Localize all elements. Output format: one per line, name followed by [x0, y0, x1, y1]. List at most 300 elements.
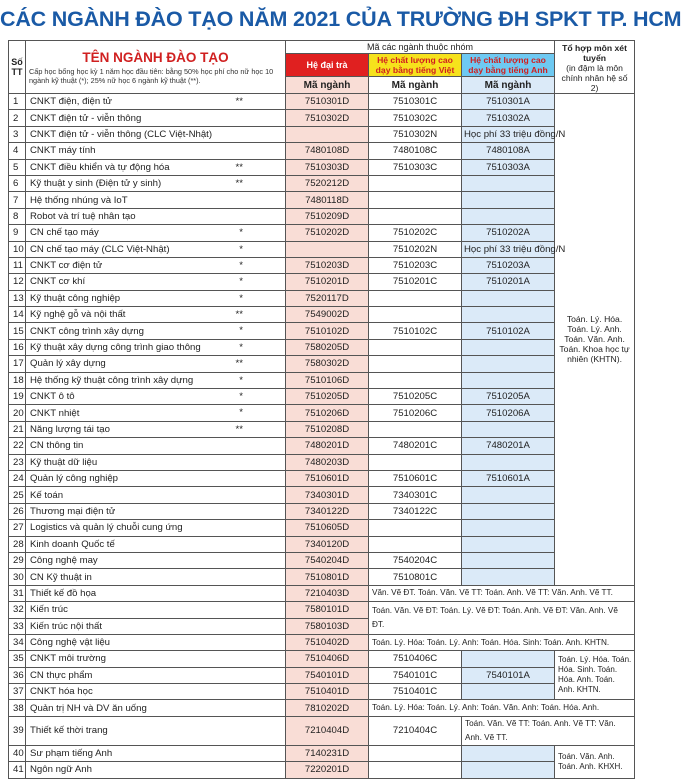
row-name	[26, 700, 286, 716]
row-code-clc-anh: 7540101A	[462, 667, 555, 683]
row-stt: 34	[9, 634, 26, 650]
row-name	[26, 503, 286, 519]
row-code-daitra: 7340120D	[286, 536, 369, 552]
row-code-daitra: 7540204D	[286, 552, 369, 568]
row-scholarship-mark: *	[239, 227, 243, 239]
row-code-clc-viet	[369, 454, 462, 470]
header-name-note: Cấp học bổng học kỳ 1 năm học đầu tiên: bằng 50% học phí cho nữ học 10 ngành kỹ thuật (*); 25% nữ học 6 ngành kỹ thuật (**).	[29, 67, 274, 85]
header-ma-nganh-v: Mã ngành	[369, 77, 462, 94]
row-stt: 12	[9, 274, 26, 290]
row-stt: 4	[9, 143, 26, 159]
row-code-clc-viet: 7510302N	[369, 126, 462, 142]
header-tohop-title: Tổ hợp môn xét tuyển	[562, 43, 627, 63]
row-code-clc-anh: 7510303A	[462, 159, 555, 175]
row-stt: 9	[9, 225, 26, 241]
table-row	[9, 421, 635, 437]
row-code-clc-anh	[462, 503, 555, 519]
row-name	[26, 241, 286, 257]
row-name	[26, 405, 286, 421]
row-name	[26, 257, 286, 273]
row-stt: 37	[9, 684, 26, 700]
table-row	[9, 684, 635, 700]
row-code-clc-anh	[462, 569, 555, 585]
row-code-clc-viet: 7510201C	[369, 274, 462, 290]
row-code-clc-viet	[369, 520, 462, 536]
row-name	[26, 634, 286, 650]
row-name-text: CNKT điện tử - viễn thông	[30, 112, 142, 124]
row-code-clc-viet: 7510601C	[369, 470, 462, 486]
row-name-text: CN thông tin	[30, 440, 84, 452]
row-code-clc-anh	[462, 536, 555, 552]
table-row	[9, 716, 635, 745]
majors-table	[8, 40, 635, 779]
header-tohop-note: (in đậm là môn chính nhân hệ số 2)	[561, 63, 628, 93]
row-code-daitra: 7480203D	[286, 454, 369, 470]
table-row	[9, 94, 635, 110]
row-code-clc-anh	[462, 684, 555, 700]
table-row	[9, 520, 635, 536]
row-combo-text: Văn. Vẽ ĐT. Toán. Văn. Vẽ TT: Toán. Anh. Vẽ TT: Văn. Anh. Vẽ TT.	[369, 585, 635, 601]
row-stt: 31	[9, 585, 26, 601]
row-code-clc-viet	[369, 745, 462, 761]
row-code-daitra: 7220201D	[286, 762, 369, 778]
row-stt: 40	[9, 745, 26, 761]
row-code-clc-viet: 7510206C	[369, 405, 462, 421]
row-scholarship-mark: *	[239, 341, 243, 353]
row-code-daitra: 7480201D	[286, 438, 369, 454]
row-stt: 15	[9, 323, 26, 339]
row-code-clc-viet	[369, 192, 462, 208]
table-row	[9, 372, 635, 388]
row-code-daitra: 7580205D	[286, 339, 369, 355]
row-name-text: CNKT ô tô	[30, 391, 75, 403]
table-row	[9, 438, 635, 454]
table-row	[9, 274, 635, 290]
row-code-clc-viet: 7510401C	[369, 684, 462, 700]
row-code-daitra: 7480118D	[286, 192, 369, 208]
row-code-clc-anh	[462, 454, 555, 470]
row-code-daitra: 7540101D	[286, 667, 369, 683]
row-code-daitra: 7580302D	[286, 356, 369, 372]
row-code-clc-viet	[369, 307, 462, 323]
row-code-clc-viet: 7510202C	[369, 225, 462, 241]
row-name	[26, 274, 286, 290]
row-code-clc-anh	[462, 290, 555, 306]
row-code-daitra: 7510605D	[286, 520, 369, 536]
row-name-text: CNKT cơ điện tử	[30, 260, 103, 272]
table-row	[9, 602, 635, 618]
row-name-text: Kiến trúc	[30, 604, 68, 616]
row-code-clc-anh: 7510203A	[462, 257, 555, 273]
row-scholarship-mark: *	[239, 259, 243, 271]
row-name-text: Quản lý xây dựng	[30, 358, 106, 370]
table-row	[9, 569, 635, 585]
row-name-text: Thiết kế đồ họa	[30, 587, 97, 599]
table-row	[9, 159, 635, 175]
row-stt: 21	[9, 421, 26, 437]
table-row	[9, 454, 635, 470]
row-stt: 28	[9, 536, 26, 552]
row-stt: 14	[9, 307, 26, 323]
table-row	[9, 487, 635, 503]
row-name	[26, 94, 286, 110]
row-scholarship-mark: *	[239, 276, 243, 288]
row-code-daitra: 7510205D	[286, 389, 369, 405]
table-row	[9, 503, 635, 519]
row-stt: 8	[9, 208, 26, 224]
row-stt: 39	[9, 716, 26, 745]
row-name	[26, 470, 286, 486]
row-combo-text: Toán. Lý. Hóa. Toán. Hóa. Sinh. Toán. Hóa. Anh. Toán. Anh. KHTN.	[555, 651, 635, 700]
row-name-text: CNKT điện tử - viễn thông (CLC Việt-Nhật)	[30, 128, 213, 140]
table-row	[9, 470, 635, 486]
row-code-clc-anh: 7510202A	[462, 225, 555, 241]
header-daitra: Hệ đại trà	[286, 54, 369, 77]
row-name	[26, 421, 286, 437]
row-code-clc-viet: 7480201C	[369, 438, 462, 454]
row-name	[26, 307, 286, 323]
row-name	[26, 175, 286, 191]
header-name	[26, 41, 286, 94]
row-stt: 38	[9, 700, 26, 716]
row-name-text: CNKT môi trường	[30, 653, 106, 665]
row-combo-text: Toán. Văn. Anh. Toán. Anh. KHXH.	[555, 745, 635, 778]
table-row	[9, 307, 635, 323]
row-name	[26, 438, 286, 454]
row-name-text: CNKT cơ khí	[30, 276, 86, 288]
row-code-clc-anh	[462, 745, 555, 761]
row-scholarship-mark: **	[235, 309, 243, 321]
table-row	[9, 700, 635, 716]
row-scholarship-mark: *	[239, 325, 243, 337]
row-code-daitra	[286, 241, 369, 257]
row-code-clc-anh	[462, 552, 555, 568]
row-stt: 10	[9, 241, 26, 257]
row-code-daitra: 7510301D	[286, 94, 369, 110]
row-code-clc-anh	[462, 520, 555, 536]
row-code-clc-anh	[462, 762, 555, 778]
row-name-text: CNKT điều khiển và tự động hóa	[30, 161, 170, 173]
row-name	[26, 667, 286, 683]
row-code-daitra: 7510302D	[286, 110, 369, 126]
row-name-text: CN chế tạo máy	[30, 227, 99, 239]
row-code-clc-viet	[369, 290, 462, 306]
row-name	[26, 159, 286, 175]
row-code-daitra: 7580103D	[286, 618, 369, 634]
row-name	[26, 192, 286, 208]
table-row	[9, 110, 635, 126]
row-code-daitra: 7510202D	[286, 225, 369, 241]
row-code-clc-anh	[462, 372, 555, 388]
table-row	[9, 290, 635, 306]
row-stt: 29	[9, 552, 26, 568]
row-code-daitra: 7210403D	[286, 585, 369, 601]
row-scholarship-mark: **	[235, 96, 243, 107]
row-code-daitra: 7510201D	[286, 274, 369, 290]
row-combo-text: Toán. Văn. Vẽ ĐT: Toán. Lý. Vẽ ĐT: Toán. Anh. Vẽ ĐT: Văn. Anh. Vẽ ĐT.	[369, 602, 635, 635]
row-stt: 27	[9, 520, 26, 536]
row-code-daitra: 7520117D	[286, 290, 369, 306]
table-row	[9, 634, 635, 650]
row-code-clc-viet: 7340301C	[369, 487, 462, 503]
row-name	[26, 618, 286, 634]
row-stt: 26	[9, 503, 26, 519]
row-name-text: Hệ thống nhúng và IoT	[30, 194, 128, 206]
row-stt: 16	[9, 339, 26, 355]
row-code-clc-anh: 7510601A	[462, 470, 555, 486]
row-name	[26, 356, 286, 372]
row-scholarship-mark: **	[235, 161, 243, 173]
row-name	[26, 585, 286, 601]
row-name	[26, 552, 286, 568]
table-row	[9, 175, 635, 191]
row-code-daitra: 7340122D	[286, 503, 369, 519]
row-code-clc-viet: 7510202N	[369, 241, 462, 257]
row-code-clc-viet: 7510302C	[369, 110, 462, 126]
row-code-daitra: 7510209D	[286, 208, 369, 224]
row-combo-text: Toán. Văn. Vẽ TT: Toán. Anh. Vẽ TT: Văn. Anh. Vẽ TT.	[462, 716, 635, 745]
row-name	[26, 143, 286, 159]
row-name	[26, 569, 286, 585]
table-row	[9, 745, 635, 761]
row-code-clc-anh: 7510205A	[462, 389, 555, 405]
row-name-text: Năng lượng tái tạo	[30, 424, 110, 435]
table-row	[9, 667, 635, 683]
table-row	[9, 356, 635, 372]
row-name	[26, 520, 286, 536]
header-tohop	[555, 41, 635, 94]
table-row	[9, 405, 635, 421]
row-code-clc-viet: 7540101C	[369, 667, 462, 683]
row-code-clc-anh: 7510301A	[462, 94, 555, 110]
row-code-clc-viet	[369, 372, 462, 388]
row-code-clc-viet	[369, 208, 462, 224]
row-code-clc-anh	[462, 339, 555, 355]
row-code-daitra: 7510208D	[286, 421, 369, 437]
row-stt: 3	[9, 126, 26, 142]
row-name	[26, 339, 286, 355]
row-name-text: CN chế tạo máy (CLC Việt-Nhật)	[30, 243, 170, 255]
row-combo-text: Toán. Lý. Hóa. Toán. Lý. Anh. Toán. Văn. Anh. Toán. Khoa học tự nhiên (KHTN).	[555, 94, 635, 586]
row-code-daitra	[286, 126, 369, 142]
row-code-daitra: 7510406D	[286, 651, 369, 667]
row-name-text: Quản trị NH và DV ăn uống	[30, 702, 147, 714]
table-row	[9, 323, 635, 339]
row-code-clc-viet	[369, 762, 462, 778]
row-name	[26, 290, 286, 306]
table-row	[9, 257, 635, 273]
row-name-text: Robot và trí tuệ nhân tạo	[30, 210, 136, 222]
row-code-daitra: 7580101D	[286, 602, 369, 618]
row-stt: 30	[9, 569, 26, 585]
row-code-clc-viet: 7510303C	[369, 159, 462, 175]
row-code-clc-viet	[369, 356, 462, 372]
row-name	[26, 454, 286, 470]
table-row	[9, 126, 635, 142]
row-name-text: Kỹ thuật y sinh (Điện tử y sinh)	[30, 178, 162, 190]
row-name	[26, 126, 286, 142]
row-code-clc-anh: 7480201A	[462, 438, 555, 454]
row-code-daitra: 7510601D	[286, 470, 369, 486]
row-stt: 23	[9, 454, 26, 470]
header-clc-anh: Hệ chất lượng cao dạy bằng tiếng Anh	[462, 54, 555, 77]
row-name-text: CNKT công trình xây dựng	[30, 325, 144, 337]
row-code-clc-anh: 7510201A	[462, 274, 555, 290]
table-row	[9, 585, 635, 601]
row-stt: 6	[9, 175, 26, 191]
table-row	[9, 339, 635, 355]
row-stt: 32	[9, 602, 26, 618]
row-code-daitra: 7210404D	[286, 716, 369, 745]
table-row	[9, 241, 635, 257]
row-name	[26, 651, 286, 667]
row-name-text: CNKT máy tính	[30, 145, 96, 157]
row-name-text: CNKT nhiệt	[30, 407, 80, 419]
row-code-clc-anh: 7510302A	[462, 110, 555, 126]
row-code-clc-viet: 7340122C	[369, 503, 462, 519]
row-name-text: Quản lý công nghiệp	[30, 473, 119, 485]
row-scholarship-mark: *	[239, 243, 243, 255]
header-ma-nganh-dt: Mã ngành	[286, 77, 369, 94]
row-code-clc-viet: 7480108C	[369, 143, 462, 159]
row-stt: 11	[9, 257, 26, 273]
row-name	[26, 716, 286, 745]
row-stt: 5	[9, 159, 26, 175]
majors-body	[9, 94, 635, 779]
row-name	[26, 389, 286, 405]
row-name	[26, 208, 286, 224]
row-name	[26, 110, 286, 126]
row-stt: 18	[9, 372, 26, 388]
row-name-text: Kỹ thuật dữ liệu	[30, 456, 98, 468]
row-code-clc-viet: 7510301C	[369, 94, 462, 110]
row-name-text: Thiết kế thời trang	[30, 725, 108, 737]
row-code-daitra: 7510401D	[286, 684, 369, 700]
row-stt: 41	[9, 762, 26, 778]
row-stt: 33	[9, 618, 26, 634]
row-code-clc-viet: 7510406C	[369, 651, 462, 667]
row-code-daitra: 7520212D	[286, 175, 369, 191]
row-name	[26, 225, 286, 241]
row-name-text: Logistics và quản lý chuỗi cung ứng	[30, 522, 183, 534]
row-code-daitra: 7340301D	[286, 487, 369, 503]
row-name	[26, 602, 286, 618]
header-clc-viet: Hệ chất lượng cao dạy bằng tiếng Việt	[369, 54, 462, 77]
row-code-clc-anh	[462, 487, 555, 503]
row-name-text: Sư phạm tiếng Anh	[30, 748, 113, 760]
row-code-daitra: 7510206D	[286, 405, 369, 421]
table-row	[9, 208, 635, 224]
row-name-text: Kỹ thuật xây dựng công trình giao thông	[30, 342, 201, 354]
row-name-text: Công nghệ vật liệu	[30, 637, 111, 649]
row-name-text: Công nghệ may	[30, 555, 98, 567]
row-code-clc-viet: 7540204C	[369, 552, 462, 568]
row-scholarship-mark: **	[235, 423, 243, 435]
row-code-clc-anh	[462, 651, 555, 667]
table-row	[9, 536, 635, 552]
row-code-clc-viet	[369, 536, 462, 552]
row-name-text: Thương mại điện tử	[30, 505, 116, 517]
row-combo-text: Toán. Lý. Hóa: Toán. Lý. Anh: Toán. Hóa. Sinh: Toán. Anh. KHTN.	[369, 634, 635, 650]
row-name-text: Kiến trúc nội thất	[30, 620, 102, 632]
page-title: CÁC NGÀNH ĐÀO TẠO NĂM 2021 CỦA TRƯỜNG ĐH SPKT TP. HCM	[0, 7, 681, 31]
row-code-daitra: 7510402D	[286, 634, 369, 650]
row-stt: 35	[9, 651, 26, 667]
row-scholarship-mark: **	[235, 358, 243, 370]
row-code-clc-anh	[462, 192, 555, 208]
row-scholarship-mark: **	[235, 177, 243, 189]
row-code-clc-anh: 7510102A	[462, 323, 555, 339]
row-stt: 19	[9, 389, 26, 405]
row-stt: 13	[9, 290, 26, 306]
row-name-text: Kỹ nghệ gỗ và nội thất	[30, 309, 126, 321]
row-code-clc-viet: 7510801C	[369, 569, 462, 585]
header-ma-nganh-a: Mã ngành	[462, 77, 555, 94]
table-row	[9, 192, 635, 208]
row-code-daitra: 7510102D	[286, 323, 369, 339]
row-code-daitra: 7549002D	[286, 307, 369, 323]
row-scholarship-mark: *	[239, 292, 243, 304]
header-stt: Số TT	[9, 41, 26, 94]
table-row	[9, 143, 635, 159]
row-stt: 2	[9, 110, 26, 126]
row-code-daitra: 7510801D	[286, 569, 369, 585]
row-name-text: CNKT điện, điện tử	[30, 96, 112, 108]
row-code-clc-anh	[462, 208, 555, 224]
row-code-clc-viet: 7510203C	[369, 257, 462, 273]
row-code-daitra: 7810202D	[286, 700, 369, 716]
row-name-text: Kỹ thuật công nghiệp	[30, 292, 121, 304]
row-code-clc-anh	[462, 175, 555, 191]
row-name	[26, 487, 286, 503]
row-code-daitra: 7480108D	[286, 143, 369, 159]
row-code-clc-anh: 7480108A	[462, 143, 555, 159]
row-name	[26, 323, 286, 339]
row-code-clc-viet: 7210404C	[369, 716, 462, 745]
header-group: Mã các ngành thuộc nhóm	[286, 41, 555, 54]
row-stt: 17	[9, 356, 26, 372]
row-stt: 36	[9, 667, 26, 683]
row-scholarship-mark: *	[239, 407, 243, 419]
row-stt: 7	[9, 192, 26, 208]
row-scholarship-mark: *	[239, 391, 243, 403]
row-name-text: Hệ thống kỹ thuật công trình xây dựng	[30, 374, 194, 386]
table-row	[9, 651, 635, 667]
row-code-clc-anh: Học phí 33 triệu đồng/N	[462, 126, 555, 142]
row-combo-text: Toán. Lý. Hóa: Toán. Lý. Anh: Toán. Văn. Anh: Toán. Hóa. Anh.	[369, 700, 635, 716]
row-scholarship-mark: *	[239, 374, 243, 386]
row-code-daitra: 7510303D	[286, 159, 369, 175]
row-code-daitra: 7510106D	[286, 372, 369, 388]
row-name	[26, 684, 286, 700]
row-code-clc-anh: 7510206A	[462, 405, 555, 421]
row-name-text: Kế toán	[30, 489, 64, 501]
row-stt: 20	[9, 405, 26, 421]
row-name	[26, 745, 286, 761]
row-code-clc-viet	[369, 421, 462, 437]
row-name-text: Ngôn ngữ Anh	[30, 764, 92, 776]
header-name-title: TÊN NGÀNH ĐÀO TẠO	[82, 50, 229, 65]
row-code-clc-anh	[462, 356, 555, 372]
row-name	[26, 372, 286, 388]
row-stt: 24	[9, 470, 26, 486]
row-code-daitra: 7140231D	[286, 745, 369, 761]
row-stt: 22	[9, 438, 26, 454]
row-code-clc-anh: Học phí 33 triệu đồng/N	[462, 241, 555, 257]
row-name-text: CN Kỹ thuật in	[30, 571, 92, 583]
table-row	[9, 389, 635, 405]
row-code-clc-anh	[462, 307, 555, 323]
